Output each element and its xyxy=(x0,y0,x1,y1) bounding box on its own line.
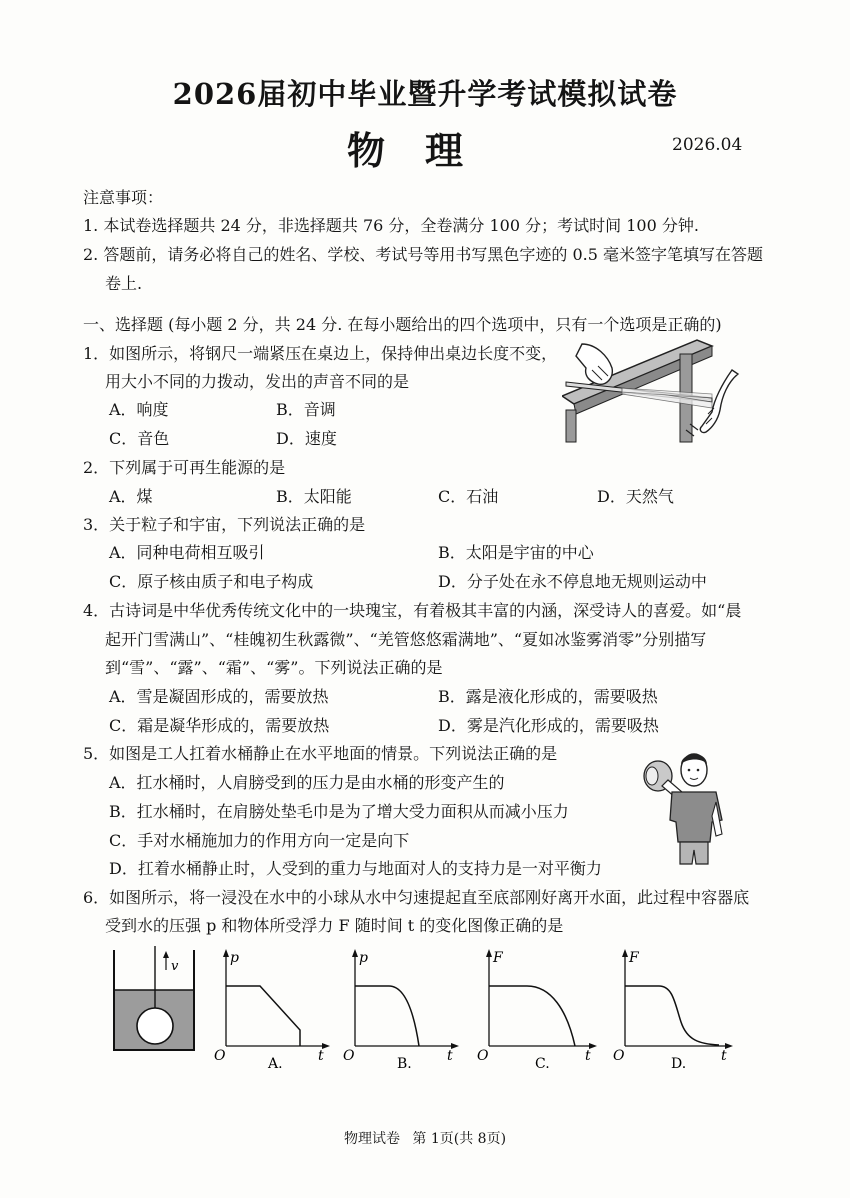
graph-c-curve xyxy=(489,986,575,1046)
graph-a-y-label: p xyxy=(230,950,239,966)
q4-stem-line1: 4．古诗词是中华优秀传统文化中的一块瑰宝，有着极其丰富的内涵，深受诗人的喜爱。如“晨 xyxy=(83,601,742,620)
page-footer xyxy=(0,1128,850,1148)
graph-b xyxy=(341,946,461,1072)
q6-stem-line1: 6．如图所示，将一浸没在水中的小球从水中匀速提起直至底部刚好离开水面，此过程中容器底 xyxy=(83,888,750,907)
q4-stem-line3: 到“雪”、“露”、“霜”、“雾”。下列说法正确的是 xyxy=(105,658,443,677)
q4-option-b: B．露是液化形成的，需要吸热 xyxy=(438,687,658,706)
q2-option-d: D．天然气 xyxy=(597,487,674,506)
section-heading: 一、选择题 (每小题 2 分，共 24 分. 在每小题给出的四个选项中，只有一个选项是正确的) xyxy=(83,315,722,334)
graph-d-curve xyxy=(625,986,719,1045)
q5-option-b: B．扛水桶时，在肩膀处垫毛巾是为了增大受力面积从而减小压力 xyxy=(109,802,569,821)
graph-a-curve xyxy=(226,986,300,1046)
q3-option-c: C．原子核由质子和电子构成 xyxy=(109,572,314,591)
q4-option-a: A．雪是凝固形成的，需要放热 xyxy=(109,687,329,706)
notice-item-2-line1: 2. 答题前，请务必将自己的姓名、学校、考试号等用书写黑色字迹的 0.5 毫米签字笔填写在答题 xyxy=(83,245,763,264)
footer-subject: 物理试卷 xyxy=(343,1131,400,1147)
graph-b-option: B. xyxy=(397,1056,412,1072)
graph-c-origin: O xyxy=(477,1048,489,1064)
q5-option-a: A．扛水桶时，人肩膀受到的压力是由水桶的形变产生的 xyxy=(109,773,505,792)
q1-stem-line2: 用大小不同的力拨动，发出的声音不同的是 xyxy=(105,372,410,391)
graph-a xyxy=(212,946,332,1072)
notice-heading: 注意事项： xyxy=(83,188,164,207)
q1-option-a: A．响度 xyxy=(109,400,169,419)
q2-option-c: C．石油 xyxy=(438,487,499,506)
q3-option-b: B．太阳是宇宙的中心 xyxy=(438,543,594,562)
exam-date: 2026.04 xyxy=(672,135,743,155)
q5-worker-figure xyxy=(632,746,728,866)
q5-stem: 5．如图是工人扛着水桶静止在水平地面的情景。下列说法正确的是 xyxy=(83,744,558,763)
graph-d-origin: O xyxy=(613,1048,625,1064)
q1-option-c: C．音色 xyxy=(109,429,170,448)
graph-c-x-label: t xyxy=(585,1048,591,1064)
graph-b-y-label: p xyxy=(359,950,368,966)
graph-a-option: A. xyxy=(268,1056,283,1072)
graph-c-y-label: F xyxy=(493,950,503,966)
q2-option-b: B．太阳能 xyxy=(276,487,352,506)
q2-stem: 2．下列属于可再生能源的是 xyxy=(83,458,286,477)
q2-option-a: A．煤 xyxy=(109,487,153,506)
q6-container-figure xyxy=(108,946,198,1058)
graph-d xyxy=(611,946,735,1072)
graph-a-origin: O xyxy=(214,1048,226,1064)
q4-stem-line2: 起开门雪满山”、“桂魄初生秋露微”、“羌管悠悠霜满地”、“夏如冰鉴雾消零”分别描写 xyxy=(105,630,707,649)
velocity-label: v xyxy=(171,959,179,974)
graph-c xyxy=(475,946,599,1072)
q4-option-d: D．雾是汽化形成的，需要吸热 xyxy=(438,716,659,735)
q1-ruler-figure xyxy=(562,338,742,448)
graph-d-option: D. xyxy=(671,1056,687,1072)
q5-option-c: C．手对水桶施加力的作用方向一定是向下 xyxy=(109,831,410,850)
graph-a-x-label: t xyxy=(318,1048,324,1064)
q1-stem-line1: 1．如图所示，将钢尺一端紧压在桌边上，保持伸出桌边长度不变， xyxy=(83,344,558,363)
footer-page-number: 第 1页(共 8页) xyxy=(412,1131,507,1147)
q3-option-a: A．同种电荷相互吸引 xyxy=(109,543,265,562)
graph-c-option: C. xyxy=(535,1056,550,1072)
graph-b-x-label: t xyxy=(447,1048,453,1064)
q5-option-d: D．扛着水桶静止时，人受到的重力与地面对人的支持力是一对平衡力 xyxy=(109,859,602,878)
q3-stem: 3．关于粒子和宇宙，下列说法正确的是 xyxy=(83,515,366,534)
graph-d-x-label: t xyxy=(721,1048,727,1064)
notice-item-1: 1. 本试卷选择题共 24 分，非选择题共 76 分，全卷满分 100 分；考试时间 100 分钟. xyxy=(83,216,699,235)
graph-b-origin: O xyxy=(343,1048,355,1064)
q6-stem-line2: 受到水的压强 p 和物体所受浮力 F 随时间 t 的变化图像正确的是 xyxy=(105,916,564,935)
graph-d-y-label: F xyxy=(629,950,639,966)
q4-option-c: C．霜是凝华形成的，需要放热 xyxy=(109,716,330,735)
q1-option-d: D．速度 xyxy=(276,429,337,448)
exam-title: 2026届初中毕业暨升学考试模拟试卷 xyxy=(172,77,678,111)
q3-option-d: D．分子处在永不停息地无规则运动中 xyxy=(438,572,707,591)
subject-title: 物理 xyxy=(346,128,503,173)
graph-b-curve xyxy=(355,986,419,1046)
notice-item-2-line2: 卷上. xyxy=(105,274,143,293)
q1-option-b: B．音调 xyxy=(276,400,336,419)
